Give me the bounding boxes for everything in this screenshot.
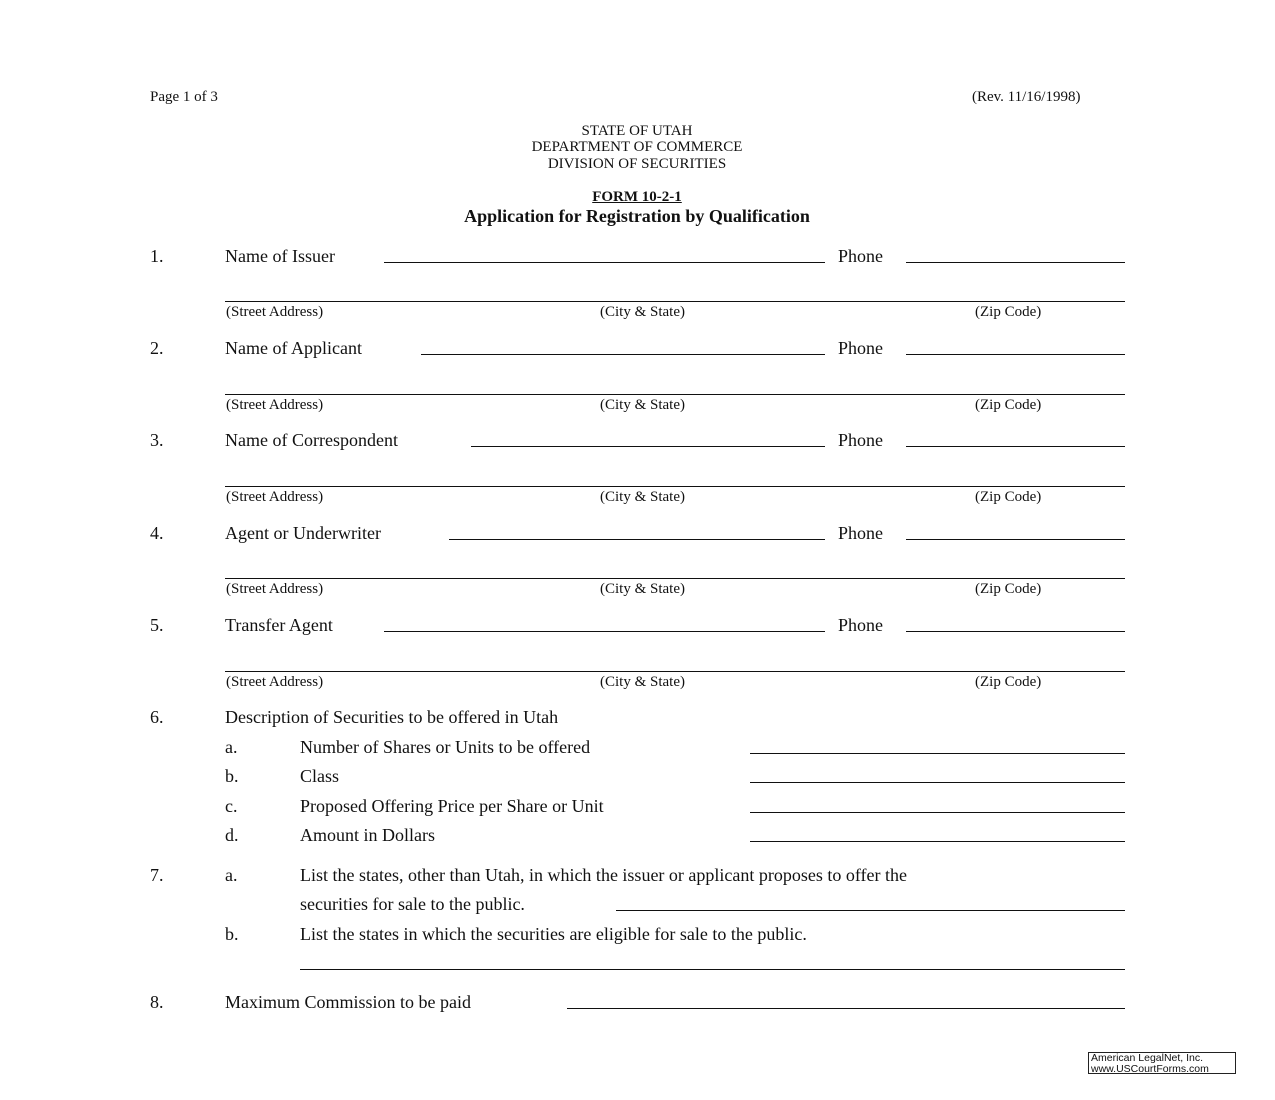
zip-code-caption: (Zip Code)	[975, 489, 1042, 505]
sub-label: List the states in which the securities are eligible for sale to the public.	[300, 924, 807, 944]
city-state-caption: (City & State)	[600, 397, 685, 413]
issuer-address-field[interactable]	[225, 301, 1125, 302]
underwriter-address-field[interactable]	[225, 578, 1125, 579]
sub-label: Number of Shares or Units to be offered	[300, 737, 591, 757]
item-label: Transfer Agent	[225, 615, 333, 635]
underwriter-phone-field[interactable]	[906, 539, 1125, 540]
city-state-caption: (City & State)	[600, 674, 685, 690]
revision-date: (Rev. 11/16/1998)	[972, 89, 1081, 105]
phone-label: Phone	[838, 338, 883, 358]
city-state-caption: (City & State)	[600, 304, 685, 320]
eligible-states-field[interactable]	[300, 969, 1125, 970]
item-label: Name of Correspondent	[225, 430, 398, 450]
item-number: 2.	[150, 338, 164, 358]
offer-states-field[interactable]	[616, 910, 1125, 911]
section-title: Description of Securities to be offered in Utah	[225, 707, 559, 727]
item-number: 3.	[150, 430, 164, 450]
item-label: Agent or Underwriter	[225, 523, 381, 543]
correspondent-phone-field[interactable]	[906, 446, 1125, 447]
agency-line-3: DIVISION OF SECURITIES	[547, 156, 727, 172]
street-address-caption: (Street Address)	[226, 674, 324, 690]
shares-offered-field[interactable]	[750, 753, 1125, 754]
street-address-caption: (Street Address)	[226, 304, 324, 320]
phone-label: Phone	[838, 615, 883, 635]
agency-line-1: STATE OF UTAH	[581, 123, 693, 139]
zip-code-caption: (Zip Code)	[975, 674, 1042, 690]
class-field[interactable]	[750, 782, 1125, 783]
sub-label-continued: securities for sale to the public.	[300, 894, 525, 914]
sub-label: Class	[300, 766, 340, 786]
zip-code-caption: (Zip Code)	[975, 397, 1042, 413]
agency-line-2: DEPARTMENT OF COMMERCE	[531, 139, 743, 155]
item-number: 8.	[150, 992, 164, 1012]
applicant-name-field[interactable]	[421, 354, 825, 355]
publisher-watermark	[1088, 1052, 1236, 1074]
sub-letter: b.	[225, 924, 239, 944]
phone-label: Phone	[838, 430, 883, 450]
form-number: FORM 10-2-1	[592, 189, 682, 205]
amount-dollars-field[interactable]	[750, 841, 1125, 842]
sub-letter: b.	[225, 766, 239, 786]
issuer-phone-field[interactable]	[906, 262, 1125, 263]
street-address-caption: (Street Address)	[226, 397, 324, 413]
zip-code-caption: (Zip Code)	[975, 304, 1042, 320]
item-label: Name of Applicant	[225, 338, 362, 358]
sub-letter: a.	[225, 865, 238, 885]
street-address-caption: (Street Address)	[226, 581, 324, 597]
item-label: Name of Issuer	[225, 246, 335, 266]
item-number: 1.	[150, 246, 164, 266]
sub-letter: a.	[225, 737, 238, 757]
sub-letter: c.	[225, 796, 238, 816]
watermark-line-2: www.USCourtForms.com	[1091, 1063, 1209, 1075]
city-state-caption: (City & State)	[600, 581, 685, 597]
sub-label: List the states, other than Utah, in which the issuer or applicant proposes to offer the	[300, 865, 908, 885]
phone-label: Phone	[838, 246, 883, 266]
transfer-agent-address-field[interactable]	[225, 671, 1125, 672]
transfer-agent-name-field[interactable]	[384, 631, 825, 632]
issuer-name-field[interactable]	[384, 262, 825, 263]
item-number: 7.	[150, 865, 164, 885]
sub-letter: d.	[225, 825, 239, 845]
phone-label: Phone	[838, 523, 883, 543]
street-address-caption: (Street Address)	[226, 489, 324, 505]
transfer-agent-phone-field[interactable]	[906, 631, 1125, 632]
zip-code-caption: (Zip Code)	[975, 581, 1042, 597]
correspondent-name-field[interactable]	[471, 446, 825, 447]
applicant-address-field[interactable]	[225, 394, 1125, 395]
item-number: 5.	[150, 615, 164, 635]
applicant-phone-field[interactable]	[906, 354, 1125, 355]
city-state-caption: (City & State)	[600, 489, 685, 505]
form-title: Application for Registration by Qualification	[464, 206, 810, 226]
page-number: Page 1 of 3	[150, 89, 218, 105]
section-label: Maximum Commission to be paid	[225, 992, 471, 1012]
item-number: 4.	[150, 523, 164, 543]
sub-label: Amount in Dollars	[300, 825, 435, 845]
underwriter-name-field[interactable]	[449, 539, 825, 540]
max-commission-field[interactable]	[567, 1008, 1125, 1009]
sub-label: Proposed Offering Price per Share or Unit	[300, 796, 604, 816]
correspondent-address-field[interactable]	[225, 486, 1125, 487]
watermark-line-1: American LegalNet, Inc.	[1091, 1052, 1204, 1064]
offering-price-field[interactable]	[750, 812, 1125, 813]
item-number: 6.	[150, 707, 164, 727]
